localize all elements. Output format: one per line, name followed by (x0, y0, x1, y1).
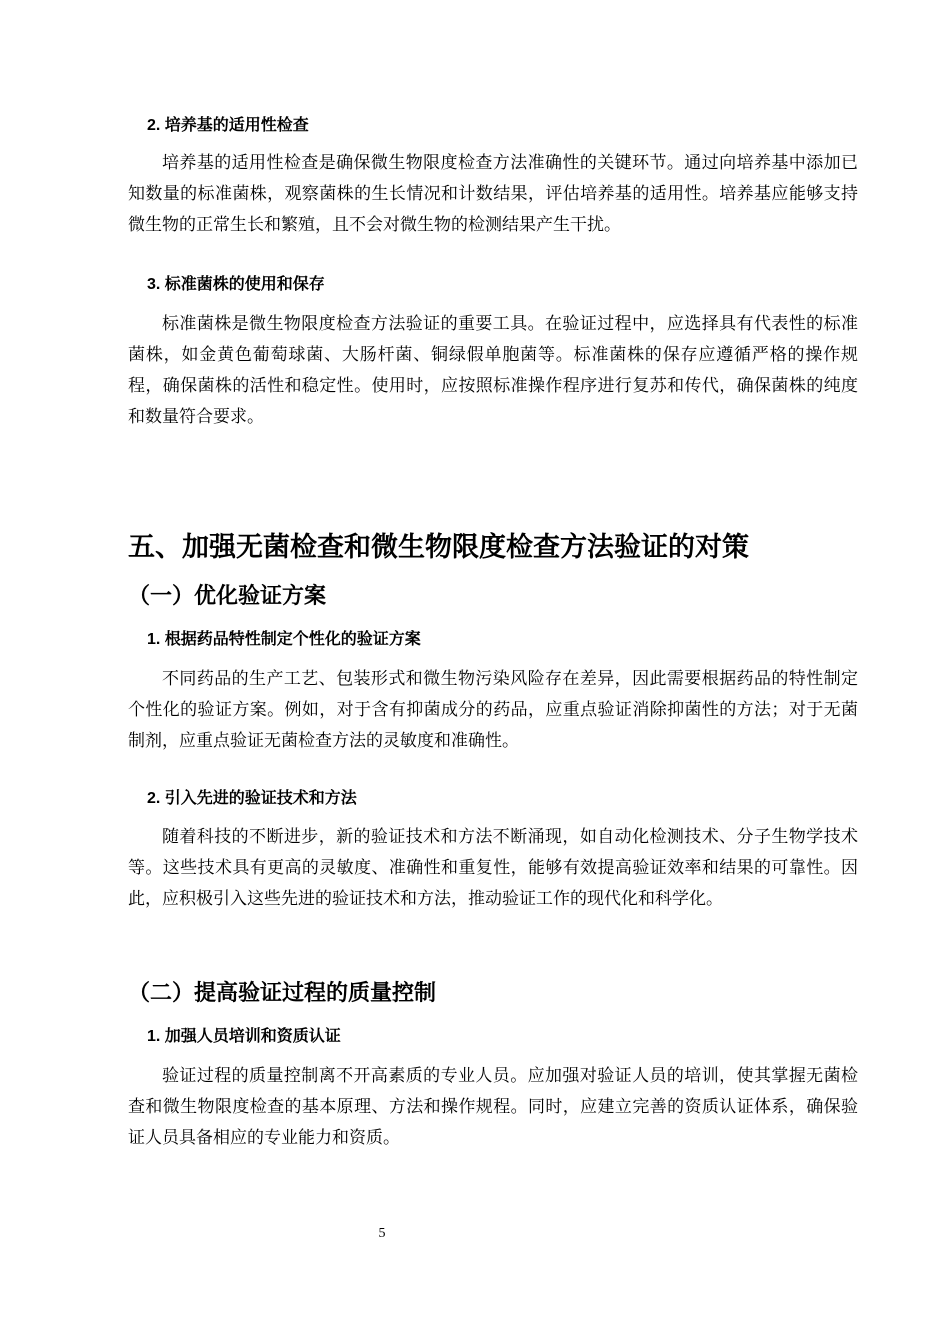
item-heading-personalized-plan: 1. 根据药品特性制定个性化的验证方案 (147, 631, 421, 648)
section-heading-culture-medium: 2. 培养基的适用性检查 (147, 117, 309, 134)
paragraph-personalized-plan: 不同药品的生产工艺、包装形式和微生物污染风险存在差异，因此需要根据药品的特性制定个性化的验证方案。例如，对于含有抑菌成分的药品，应重点验证消除抑菌性的方法；对于无菌制剂，应重点验证无菌检查方法的灵敏度和准确性。 (128, 669, 858, 751)
page-number: 5 (378, 1226, 386, 1241)
item-heading-advanced-tech: 2. 引入先进的验证技术和方法 (147, 790, 357, 807)
item-heading-training: 1. 加强人员培训和资质认证 (147, 1028, 341, 1045)
chapter-title: 五、加强无菌检查和微生物限度检查方法验证的对策 (128, 532, 749, 562)
paragraph-training: 验证过程的质量控制离不开高素质的专业人员。应加强对验证人员的培训，使其掌握无菌检查和微生物限度检查的基本原理、方法和操作规程。同时，应建立完善的资质认证体系，确保验证人员具备相应的专业能力和资质。 (128, 1066, 858, 1148)
section-heading-standard-strains: 3. 标准菌株的使用和保存 (147, 276, 325, 293)
paragraph-standard-strains: 标准菌株是微生物限度检查方法验证的重要工具。在验证过程中，应选择具有代表性的标准菌株，如金黄色葡萄球菌、大肠杆菌、铜绿假单胞菌等。标准菌株的保存应遵循严格的操作规程，确保菌株的活性和稳定性。使用时，应按照标准操作程序进行复苏和传代，确保菌株的纯度和数量符合要求。 (128, 314, 858, 427)
paragraph-culture-medium: 培养基的适用性检查是确保微生物限度检查方法准确性的关键环节。通过向培养基中添加已知数量的标准菌株，观察菌株的生长情况和计数结果，评估培养基的适用性。培养基应能够支持微生物的正常生长和繁殖，且不会对微生物的检测结果产生干扰。 (128, 153, 858, 235)
subsection-title-optimize: （一）优化验证方案 (128, 583, 327, 608)
paragraph-advanced-tech: 随着科技的不断进步，新的验证技术和方法不断涌现，如自动化检测技术、分子生物学技术等。这些技术具有更高的灵敏度、准确性和重复性，能够有效提高验证效率和结果的可靠性。因此，应积极引入这些先进的验证技术和方法，推动验证工作的现代化和科学化。 (128, 827, 858, 909)
subsection-title-quality-control: （二）提高验证过程的质量控制 (128, 980, 437, 1005)
